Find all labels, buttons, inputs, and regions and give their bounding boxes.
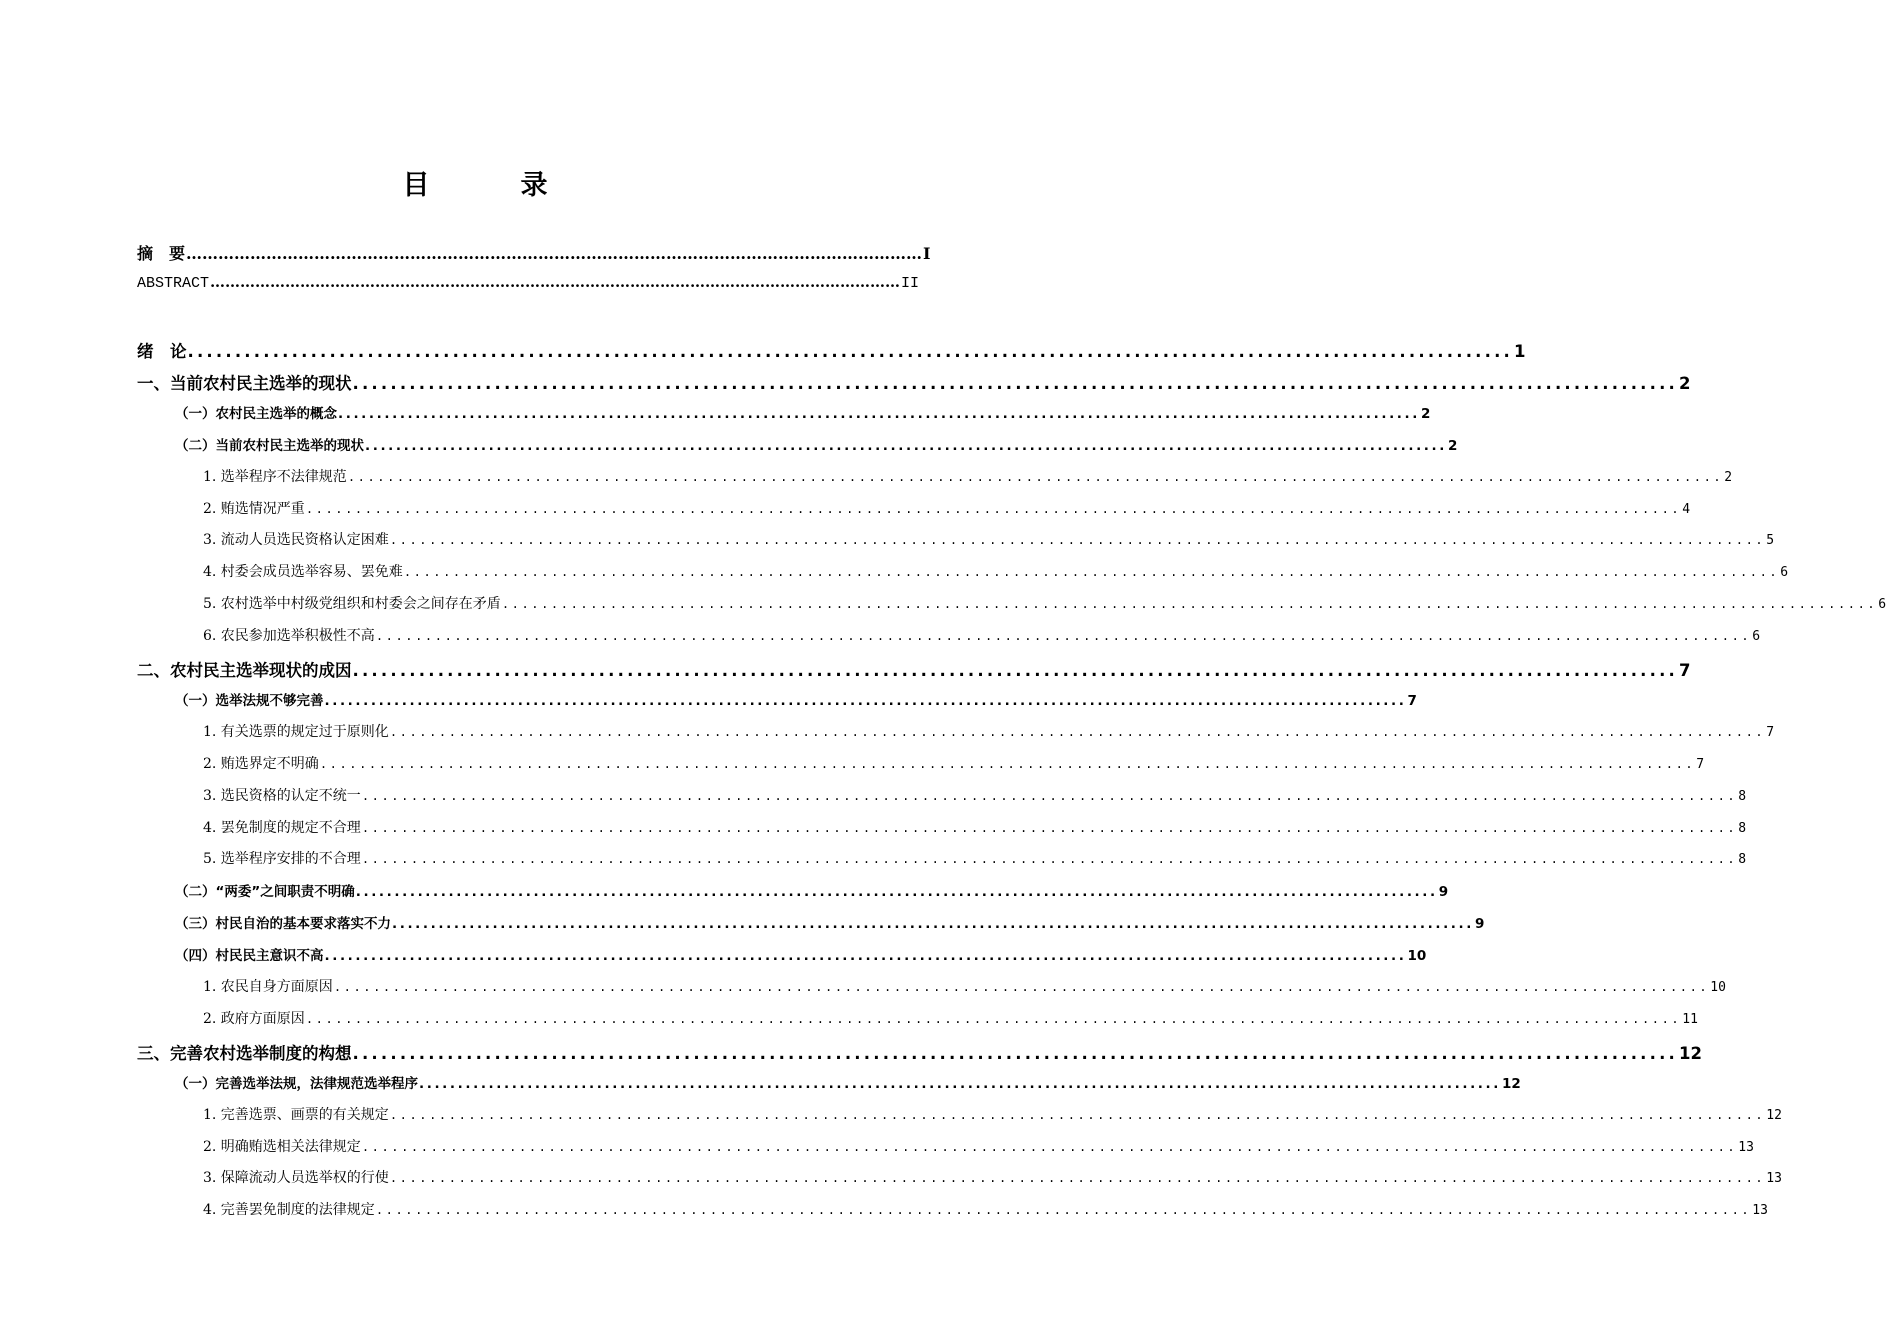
toc-entry-abstract-cn[interactable]: [137, 241, 931, 263]
toc-entry-label: 3. 流动人员选民资格认定困难: [203, 532, 389, 549]
toc-entry-label: （一）选举法规不够完善: [175, 692, 324, 709]
toc-leader-dots: ............................................................................................................................................: [365, 437, 1447, 454]
toc-entry-label: 4. 完善罢免制度的法律规定: [203, 1202, 375, 1219]
toc-entry-page: I: [923, 244, 931, 263]
toc-leader-dots: ............................................................................................................................................: [389, 1171, 1766, 1186]
toc-entry[interactable]: [203, 1167, 1782, 1189]
toc-leader-dots: ............................................................................................................................................: [389, 533, 1766, 548]
toc-entry[interactable]: [175, 1072, 1521, 1094]
toc-leader-dots: ............................................................................................................................................: [333, 980, 1710, 994]
toc-entry-label: 1. 选举程序不法律规范: [203, 468, 347, 485]
toc-leader-dots: ............................................................................................................................................: [501, 597, 1878, 612]
toc-leader-dots: ............................................................................................................................................: [375, 629, 1752, 644]
toc-entry[interactable]: [203, 561, 1789, 583]
toc-entry-page: 8: [1738, 788, 1747, 804]
toc-entry-page: 9: [1438, 884, 1449, 901]
toc-entry[interactable]: [203, 625, 1761, 647]
toc-entry-page: 5: [1766, 533, 1775, 549]
page-title: 目 录: [402, 170, 580, 201]
toc-leader-dots: ............................................................................................................................................: [355, 884, 1438, 901]
toc-entry-page: 2: [1724, 469, 1733, 485]
toc-leader-dots: ............................................................................................................................................: [361, 1139, 1738, 1154]
toc-entry[interactable]: [203, 593, 1886, 615]
toc-entry[interactable]: [203, 1199, 1768, 1221]
toc-entry[interactable]: [203, 817, 1747, 839]
toc-leader-dots: ............................................................................................................................................: [352, 373, 1679, 393]
toc-entry-label: （四）村民民主意识不高: [175, 948, 324, 965]
toc-entry-label: （一）完善选举法规，法律规范选举程序: [175, 1075, 418, 1092]
toc-leader-dots: ............................................................................................................................................: [187, 342, 1514, 361]
toc-entry-label: 4. 罢免制度的规定不合理: [203, 819, 361, 836]
toc-entry[interactable]: [203, 529, 1775, 551]
toc-leader-dots: ............................................................................................................................................: [347, 469, 1724, 484]
toc-entry[interactable]: [203, 785, 1747, 807]
toc-entry-page: 2: [1420, 405, 1431, 422]
toc-leader-dots: ............................................................................................................................................: [389, 724, 1766, 739]
toc-entry[interactable]: [175, 880, 1449, 902]
toc-entry-label: 4. 村委会成员选举容易、罢免难: [203, 564, 403, 581]
toc-leader-dots: ............................................................................................................................................: [419, 1075, 1501, 1092]
toc-entry-label: 6. 农民参加选举积极性不高: [203, 628, 375, 645]
toc-entry-page: 2: [1447, 437, 1458, 454]
toc-entry-page: 13: [1766, 1171, 1782, 1187]
toc-entry[interactable]: [175, 434, 1458, 456]
toc-leader-dots: ............................................................................................................................................: [361, 820, 1738, 835]
toc-entry-page: 4: [1682, 501, 1691, 517]
toc-entry-page: 11: [1682, 1011, 1698, 1027]
toc-leader-dots: ............................................................................................................................................: [361, 852, 1738, 867]
toc-entry-page: 13: [1738, 1139, 1754, 1155]
toc-entry-label: 1. 完善选票、画票的有关规定: [203, 1106, 389, 1123]
toc-entry-label: 2. 政府方面原因: [203, 1010, 305, 1027]
toc-entry[interactable]: [203, 976, 1726, 998]
toc-entry-label: （二）“两委”之间职责不明确: [175, 884, 355, 901]
toc-leader-dots: ............................................................................................................................................: [324, 948, 1407, 965]
toc-leader-dots: ............................................................................................................................................: [352, 1043, 1679, 1063]
toc-entry[interactable]: [203, 721, 1775, 743]
toc-entry-page: 12: [1766, 1107, 1782, 1123]
toc-leader-dots: ............................................................................................................................................: [403, 565, 1780, 580]
toc-leader-dots: ............................................................................................................................................: [361, 788, 1738, 803]
toc-entry-page: 9: [1474, 916, 1485, 933]
toc-entry-abstract-en[interactable]: [137, 273, 920, 295]
toc-entry-label: 3. 选民资格的认定不统一: [203, 787, 361, 804]
toc-entry-label: （三）村民自治的基本要求落实不力: [175, 916, 391, 933]
toc-entry[interactable]: [137, 657, 1691, 680]
toc-entry[interactable]: [203, 498, 1691, 520]
toc-entry-label: 2. 贿选界定不明确: [203, 755, 319, 772]
toc-leader-dots: ............................................................................................................................................: [375, 1203, 1752, 1218]
toc-entry-page: 13: [1752, 1203, 1768, 1219]
toc-leader-dots: ............................................................................................................................................: [319, 756, 1696, 771]
toc-entry-page: 10: [1407, 948, 1427, 965]
toc-entry[interactable]: [137, 1040, 1702, 1063]
toc-entry-label: 3. 保障流动人员选举权的行使: [203, 1170, 389, 1187]
toc-leader-dots: ............................................................................................................................................: [324, 692, 1407, 709]
toc-entry-label: 2. 贿选情况严重: [203, 500, 305, 517]
toc-entry-page: 7: [1407, 692, 1417, 709]
toc-entry-label: 一、当前农村民主选举的现状: [137, 373, 352, 393]
toc-entry-page: 6: [1878, 597, 1886, 613]
toc-entry-label: 5. 选举程序安排的不合理: [203, 851, 361, 868]
toc-entry-page: 7: [1766, 724, 1775, 740]
toc-entry-page: 1: [1514, 342, 1526, 361]
toc-entry[interactable]: [137, 370, 1691, 393]
toc-leader-dots: …………………………………………………………………………………………………………………………: [210, 273, 901, 291]
toc-entry[interactable]: [175, 402, 1431, 424]
toc-entry[interactable]: [203, 848, 1747, 870]
toc-entry-label: 5. 农村选举中村级党组织和村委会之间存在矛盾: [203, 596, 501, 613]
toc-leader-dots: ............................................................................................................................................: [389, 1107, 1766, 1122]
toc-entry-page: 6: [1780, 565, 1789, 581]
toc-entry[interactable]: [175, 689, 1417, 711]
toc-entry-label: 1. 农民自身方面原因: [203, 979, 333, 995]
toc-leader-dots: ............................................................................................................................................: [305, 501, 1682, 516]
toc-entry-page: 8: [1738, 852, 1747, 868]
toc-entry-label: 绪 论: [137, 342, 187, 361]
toc-entry-label: 摘 要: [137, 244, 186, 263]
toc-entry-page: 6: [1752, 629, 1761, 645]
toc-leader-dots: ............................................................................................................................................: [338, 405, 1420, 422]
toc-entry-label: （二）当前农村民主选举的现状: [175, 437, 364, 454]
toc-leader-dots: ............................................................................................................................................: [352, 661, 1679, 680]
toc-entry-page: II: [901, 275, 920, 292]
toc-entry-label: ABSTRACT: [137, 275, 210, 292]
toc-leader-dots: ............................................................................................................................................: [392, 916, 1474, 933]
toc-leader-dots: ............................................................................................................................................: [305, 1011, 1682, 1026]
toc-entry-page: 7: [1696, 756, 1705, 772]
toc-leader-dots: …………………………………………………………………………………………………………………………: [186, 244, 923, 263]
toc-entry-label: 三、完善农村选举制度的构想: [137, 1043, 352, 1063]
toc-entry-page: 2: [1679, 373, 1691, 393]
toc-entry[interactable]: [175, 912, 1485, 934]
toc-entry-page: 8: [1738, 820, 1747, 836]
toc-entry[interactable]: [203, 1008, 1698, 1030]
toc-entry[interactable]: [203, 1136, 1754, 1158]
toc-entry-page: 12: [1679, 1043, 1702, 1063]
toc-entry-page: 12: [1501, 1075, 1521, 1092]
toc-entry[interactable]: [203, 466, 1733, 488]
toc-entry-page: 10: [1710, 980, 1726, 995]
toc-entry-label: 二、农村民主选举现状的成因: [137, 661, 352, 680]
toc-entry-label: 2. 明确贿选相关法律规定: [203, 1138, 361, 1155]
toc-entry-page: 7: [1679, 661, 1691, 680]
toc-entry[interactable]: [203, 753, 1705, 775]
toc-entry-label: （一）农村民主选举的概念: [175, 405, 337, 422]
toc-entry[interactable]: [203, 1104, 1782, 1126]
toc-entry[interactable]: [137, 338, 1526, 361]
toc-entry-label: 1. 有关选票的规定过于原则化: [203, 723, 389, 740]
toc-entry[interactable]: [175, 944, 1427, 966]
